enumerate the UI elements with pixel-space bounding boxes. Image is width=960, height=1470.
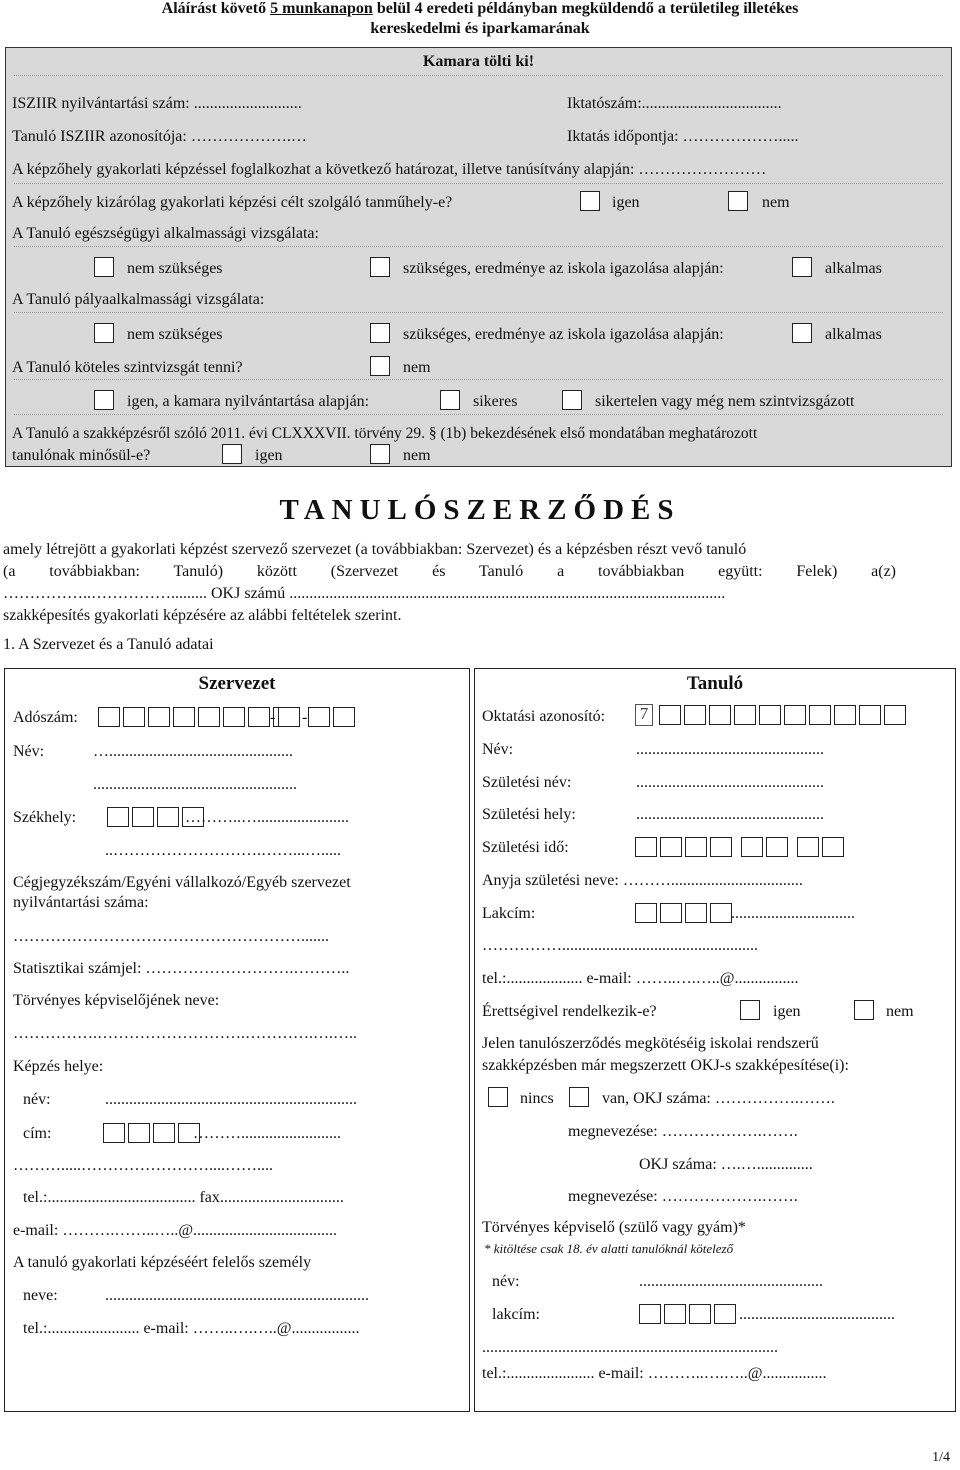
health-needed-checkbox[interactable] xyxy=(370,257,390,277)
edu-id-label: Oktatási azonosító: xyxy=(482,708,606,725)
student-title: Tanuló xyxy=(686,673,744,694)
level-exam-no-label: nem xyxy=(403,359,431,376)
iszir-number: ISZIIR nyilvántartási szám: ........................... xyxy=(12,95,302,112)
workshop-no-checkbox[interactable] xyxy=(728,191,748,211)
level-exam-question: A Tanuló köteles szintvizsgát tenni? xyxy=(12,359,243,376)
guardian-address-field-2[interactable]: .......................................................................... xyxy=(482,1339,778,1356)
instruction-line-2: kereskedelmi és iparkamarának xyxy=(370,20,590,37)
training-place-name-field[interactable]: ............................................................... xyxy=(105,1091,357,1108)
edu-id-cells[interactable] xyxy=(659,705,909,725)
prior-qualification-label-1: Jelen tanulószerződés megkötéséig iskolai rendszerű xyxy=(482,1035,819,1052)
guardian-address-label: lakcím: xyxy=(492,1306,540,1323)
birth-place-label: Születési hely: xyxy=(482,806,576,823)
seat-label: Székhely: xyxy=(13,809,77,826)
responsible-name-field[interactable]: .................................................................. xyxy=(105,1287,369,1304)
tax-number-label: Adószám: xyxy=(13,709,78,726)
career-needed-label: szükséges, eredménye az iskola igazolása alapján: xyxy=(403,326,724,343)
career-not-needed-label: nem szükséges xyxy=(127,326,223,343)
guardian-zip-cells[interactable] xyxy=(639,1304,739,1324)
address-label: Lakcím: xyxy=(482,905,536,922)
prior-okj-number-2[interactable]: OKJ száma: ….….............. xyxy=(639,1156,813,1173)
prior-qualification-label-2: szakképzésben már megszerzett OKJ-s szakképesítése(i): xyxy=(482,1057,849,1074)
health-fit-checkbox[interactable] xyxy=(792,257,812,277)
law-yes-label: igen xyxy=(255,447,283,464)
law-question-line-1: A Tanuló a szakképzésről szóló 2011. évi CLXXXVII. törvény 29. § (1b) bekezdésének első mondatában meghatározott xyxy=(12,425,758,442)
responsible-contact[interactable]: tel.:....................... e-mail: ……..….…..@................. xyxy=(23,1320,360,1337)
statistical-number[interactable]: Statisztikai számjel: ……………………….……….. xyxy=(13,960,350,977)
matura-no-checkbox[interactable] xyxy=(854,1000,874,1020)
birth-name-field[interactable]: ............................................... xyxy=(636,774,824,791)
tax-vat-cell[interactable] xyxy=(278,707,303,727)
birth-place-field[interactable]: ............................................... xyxy=(636,806,824,823)
representative-label: Törvényes képviselőjének neve: xyxy=(13,992,220,1009)
student-contact[interactable]: tel.:................... e-mail: ……..….…..@................ xyxy=(482,970,799,987)
org-phone-fax[interactable]: tel.:..................................... fax............................... xyxy=(23,1189,344,1206)
address-zip-cells[interactable] xyxy=(635,903,735,923)
guardian-contact[interactable]: tel.:...................... e-mail: ………..….…..@................ xyxy=(482,1365,827,1382)
intro-line-1: amely létrejött a gyakorlati képzést szervező szervezet (a továbbiakban: Szervezet) és a képzésben részt vevő tanuló xyxy=(3,541,747,558)
birth-date-label: Születési idő: xyxy=(482,839,569,856)
student-name-label: Név: xyxy=(482,741,514,758)
guardian-note: * kitöltése csak 18. év alatti tanulóknál kötelező xyxy=(484,1241,734,1256)
law-no-label: nem xyxy=(403,447,431,464)
workshop-yes-label: igen xyxy=(612,194,640,211)
law-yes-checkbox[interactable] xyxy=(222,444,242,464)
instruction-line-1: Aláírást követő 5 munkanapon belül 4 eredeti példányban megküldendő a területileg illetékes xyxy=(161,0,799,17)
workshop-yes-checkbox[interactable] xyxy=(580,191,600,211)
tax-county-cells[interactable] xyxy=(308,707,358,727)
matura-no-label: nem xyxy=(886,1003,914,1020)
law-question-line-2: tanulónak minősül-e? xyxy=(12,447,151,464)
guardian-name-label: név: xyxy=(492,1273,520,1290)
filing-date: Iktatás időpontja: ………………..... xyxy=(567,128,799,145)
career-not-needed-checkbox[interactable] xyxy=(94,323,114,343)
workshop-question: A képzőhely kizárólag gyakorlati képzési célt szolgáló tanműhely-e? xyxy=(12,194,453,211)
matura-yes-checkbox[interactable] xyxy=(740,1000,760,1020)
level-exam-success-label: sikeres xyxy=(473,393,518,410)
document-title: TANULÓSZERZŐDÉS xyxy=(279,494,681,526)
health-needed-label: szükséges, eredménye az iskola igazolása alapján: xyxy=(403,260,724,277)
birth-name-label: Születési név: xyxy=(482,774,572,791)
tax-separator-2: - xyxy=(302,709,308,726)
training-place-name-label: név: xyxy=(23,1091,51,1108)
level-exam-yes-checkbox[interactable] xyxy=(94,390,114,410)
chamber-section xyxy=(5,47,952,467)
matura-question: Érettségivel rendelkezik-e? xyxy=(482,1003,657,1020)
level-exam-yes-label: igen, a kamara nyilvántartása alapján: xyxy=(127,393,370,410)
guardian-label: Törvényes képviselő (szülő vagy gyám)* xyxy=(482,1219,746,1236)
prior-none-label: nincs xyxy=(520,1090,554,1107)
prior-title-1[interactable]: megnevezése: ……………….……. xyxy=(568,1123,798,1140)
org-name-label: Név: xyxy=(13,743,45,760)
health-not-needed-label: nem szükséges xyxy=(127,260,223,277)
seat-field-2[interactable]: ..……………………….……...…..... xyxy=(105,842,341,859)
tax-separator: - xyxy=(270,709,276,726)
org-name-field[interactable]: ….............................................. xyxy=(93,743,293,760)
edu-id-first-digit[interactable]: 7 xyxy=(635,704,653,726)
career-fit-checkbox[interactable] xyxy=(792,323,812,343)
guardian-name-field[interactable]: .............................................. xyxy=(639,1273,823,1290)
level-exam-fail-label: sikertelen vagy még nem szintvizsgázott xyxy=(595,393,855,410)
guardian-address-field[interactable]: ....................................... xyxy=(739,1306,895,1323)
page-number: 1/4 xyxy=(932,1450,950,1465)
tax-number-cells[interactable] xyxy=(98,707,298,727)
basis-line: A képzőhely gyakorlati képzéssel foglalkozhat a következő határozat, illetve tanúsítvány alapján: …………………… xyxy=(12,161,767,178)
training-place-address-field[interactable]: ………......................... xyxy=(193,1125,341,1142)
health-not-needed-checkbox[interactable] xyxy=(94,257,114,277)
health-exam-label: A Tanuló egészségügyi alkalmassági vizsgálata: xyxy=(12,225,319,242)
registration-field[interactable]: ………………………………………………....... xyxy=(13,928,329,945)
registration-label-1: Cégjegyzékszám/Egyéni vállalkozó/Egyéb szervezet xyxy=(13,874,351,891)
prior-title-2[interactable]: megnevezése: ……………….……. xyxy=(568,1188,798,1205)
org-name-field-2[interactable]: ................................................... xyxy=(93,776,297,793)
career-fit-label: alkalmas xyxy=(825,326,882,343)
workshop-no-label: nem xyxy=(762,194,790,211)
level-exam-success-checkbox[interactable] xyxy=(440,390,460,410)
mother-name[interactable]: Anyja születési neve: ………................................. xyxy=(482,872,803,889)
career-needed-checkbox[interactable] xyxy=(370,323,390,343)
training-place-zip-cells[interactable] xyxy=(103,1123,203,1143)
seat-field[interactable]: ………..…....................... xyxy=(185,809,349,826)
level-exam-no-checkbox[interactable] xyxy=(370,356,390,376)
responsible-name-label: neve: xyxy=(23,1287,58,1304)
career-exam-label: A Tanuló pályaalkalmassági vizsgálata: xyxy=(12,291,265,308)
student-box xyxy=(474,668,956,1412)
intro-line-3: ……………..……………......... OKJ számú ............................................................................................................. xyxy=(3,585,726,602)
filing-number: Iktatószám:................................... xyxy=(567,95,782,112)
chamber-title: Kamara tölti ki! xyxy=(422,53,535,70)
organization-box xyxy=(4,668,470,1412)
training-place-address-field-2[interactable]: ……….....……………………....…….... xyxy=(13,1157,273,1174)
intro-line-4: szakképesítés gyakorlati képzésére az alábbi feltételek szerint. xyxy=(3,607,402,624)
prior-has-checkbox[interactable] xyxy=(569,1087,589,1107)
prior-none-checkbox[interactable] xyxy=(488,1087,508,1107)
representative-field[interactable]: …………….……………………….………….….….. xyxy=(13,1025,357,1042)
student-name-field[interactable]: ............................................... xyxy=(636,741,824,758)
birth-date-cells[interactable] xyxy=(635,837,847,857)
responsible-person-label: A tanuló gyakorlati képzéséért felelős személy xyxy=(13,1254,312,1271)
section-1-heading: 1. A Szervezet és a Tanuló adatai xyxy=(3,636,214,653)
registration-label-2: nyilvántartási száma: xyxy=(13,894,149,911)
org-email[interactable]: e-mail: ……….……..…..@.................................... xyxy=(13,1222,338,1239)
student-iszir-id: Tanuló ISZIIR azonosítója: ……………….… xyxy=(12,128,307,145)
training-place-address-label: cím: xyxy=(23,1125,52,1142)
address-field-2[interactable]: ……………................................................. xyxy=(482,937,758,954)
training-place-label: Képzés helye: xyxy=(13,1058,104,1075)
intro-line-2: (a továbbiakban: Tanuló) között (Szervezet és Tanuló a továbbiakban együtt: Felek) a(z) xyxy=(3,563,896,580)
prior-okj-number[interactable]: van, OKJ száma: …………….……. xyxy=(602,1090,835,1107)
law-no-checkbox[interactable] xyxy=(370,444,390,464)
address-field[interactable]: ............................... xyxy=(731,905,855,922)
health-fit-label: alkalmas xyxy=(825,260,882,277)
level-exam-fail-checkbox[interactable] xyxy=(562,390,582,410)
matura-yes-label: igen xyxy=(773,1003,801,1020)
organization-title: Szervezet xyxy=(198,673,276,694)
